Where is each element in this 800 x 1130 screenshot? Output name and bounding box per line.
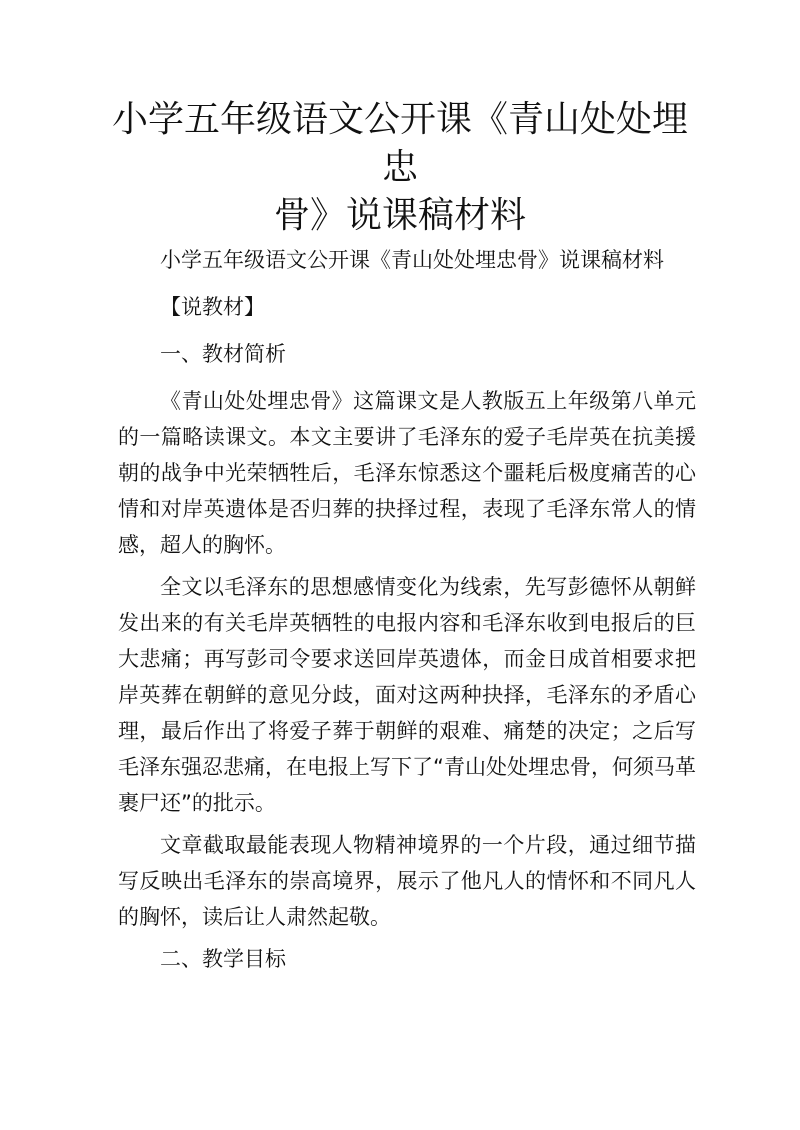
paragraph-analysis-2: 全文以毛泽东的思想感情变化为线索，先写彭德怀从朝鲜发出来的有关毛岸英牺牲的电报内容和毛泽东收到电报后的巨大悲痛；再写彭司令要求送回岸英遗体，而金日成首相要求把岸英葬在朝鲜的意见分歧，面对这两种抉择，毛泽东的矛盾心理，最后作出了将爱子葬于朝鲜的艰难、痛楚的决定；之后写毛泽东强忍悲痛，在电报上写下了“青山处处埋忠骨，何须马革裹尸还”的批示。 (118, 575, 696, 815)
document-body (118, 242, 696, 988)
title-line-1: 小学五年级语文公开课《青山处处埋忠 (111, 99, 688, 188)
subheading-teaching-goals: 二、教学目标 (160, 947, 286, 971)
paragraph-analysis-3: 文章截取最能表现人物精神境界的一个片段，通过细节描写反映出毛泽东的崇高境界，展示了他凡人的情怀和不同凡人的胸怀，读后让人肃然起敬。 (118, 833, 696, 929)
subheading-material-analysis: 一、教材简析 (160, 342, 286, 366)
title-line-2: 骨》说课稿材料 (273, 195, 526, 236)
document-title (100, 96, 700, 240)
section-heading-teaching-material: 【说教材】 (160, 295, 265, 319)
paragraph-subtitle: 小学五年级语文公开课《青山处处埋忠骨》说课稿材料 (160, 248, 664, 272)
paragraph-analysis-1: 《青山处处埋忠骨》这篇课文是人教版五上年级第八单元的一篇略读课文。本文主要讲了毛泽东的爱子毛岸英在抗美援朝的战争中光荣牺牲后，毛泽东惊悉这个噩耗后极度痛苦的心情和对岸英遗体是否归葬的抉择过程，表现了毛泽东常人的情感，超人的胸怀。 (118, 389, 696, 557)
